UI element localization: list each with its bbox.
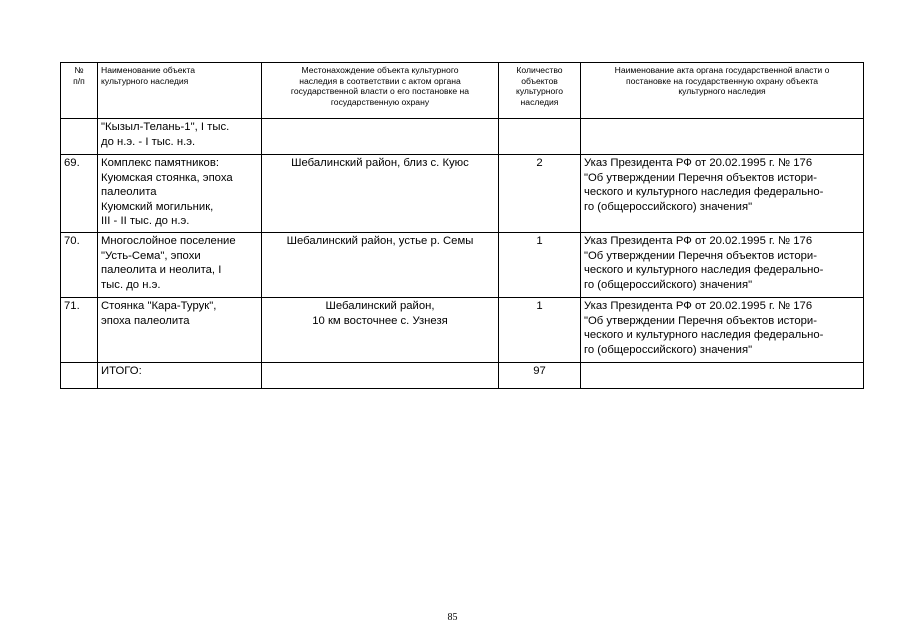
row-act-line: го (общероссийского) значения" [584,278,753,291]
header-location-line: Местонахождение объекта культурного [301,65,459,75]
row-act [581,233,864,298]
header-count-line: объектов [521,75,558,86]
row-count: 2 [499,155,581,233]
row-count: 1 [499,233,581,298]
row-act-line: го (общероссийского) значения" [584,200,753,213]
row-act-line: го (общероссийского) значения" [584,343,753,356]
row-location-line: 10 км восточнее с. Узнезя [312,314,448,327]
heritage-table [60,62,864,389]
header-count [499,63,581,119]
row-object-name [98,233,262,298]
row-name-line: тыс. до н.э. [101,278,161,291]
row-location [262,298,499,363]
row-name-line: Комплекс памятников: [101,157,219,169]
header-act-line: культурного наследия [678,86,766,97]
row-object-name [98,119,262,155]
page-number: 85 [447,612,458,623]
row-act-line: "Об утверждении Перечня объектов истори- [584,314,817,327]
header-act-line: Наименование акта органа государственной власти о [614,65,830,75]
table-header-row [61,63,864,119]
row-name-line: до н.э. - I тыс. н.э. [101,135,196,148]
row-number: 71. [61,298,98,363]
row-act-line: "Об утверждении Перечня объектов истори- [584,171,817,184]
header-count-line: наследия [520,96,559,107]
row-name-line: "Усть-Сема", эпохи [101,249,201,262]
row-name-line: Куюмский могильник, [101,200,214,213]
row-number: 70. [61,233,98,298]
row-act-line: ческого и культурного наследия федерально- [584,264,824,277]
header-count-line: культурного [515,86,564,97]
row-act-line: "Об утверждении Перечня объектов истори- [584,249,817,262]
total-label: ИТОГО: [98,363,262,389]
total-act [581,363,864,389]
row-name-line: палеолита и неолита, I [101,264,222,277]
row-count: 1 [499,298,581,363]
header-number-line: № [74,65,84,75]
row-location-line: Шебалинский район, близ с. Куюс [291,157,469,169]
table-row [61,233,864,298]
row-act-line: Указ Президента РФ от 20.02.1995 г. № 176 [584,235,813,247]
total-location [262,363,499,389]
row-object-name [98,298,262,363]
row-act-line: ческого и культурного наследия федерально- [584,186,824,199]
header-count-line: Количество [516,65,563,75]
header-name-line: культурного наследия [101,75,189,86]
row-name-line: Многослойное поселение [101,235,236,247]
row-act-line: Указ Президента РФ от 20.02.1995 г. № 176 [584,157,813,169]
header-number [61,63,98,119]
row-act [581,119,864,155]
header-location-line: государственной власти о его постановке на [290,86,470,97]
table-row [61,119,864,155]
header-location-line: государственную охрану [330,96,430,107]
total-count: 97 [499,363,581,389]
header-name-line: Наименование объекта [101,65,196,75]
row-act-line: Указ Президента РФ от 20.02.1995 г. № 176 [584,300,813,312]
row-name-line: эпоха палеолита [101,314,190,327]
row-number: 69. [61,155,98,233]
header-location [262,63,499,119]
row-number [61,119,98,155]
row-name-line: палеолита [101,186,157,199]
total-row [61,363,864,389]
header-act-line: постановке на государственную охрану объекта [625,75,819,86]
row-name-line: Стоянка "Кара-Турук", [101,300,217,312]
header-number-line: п/п [73,75,85,86]
table-row [61,298,864,363]
row-location [262,155,499,233]
row-location [262,233,499,298]
header-act [581,63,864,119]
row-location-line: Шебалинский район, устье р. Семы [286,235,474,247]
row-name-line: "Кызыл-Телань-1", I тыс. [101,121,230,133]
row-location-line: Шебалинский район, [325,300,435,312]
row-location [262,119,499,155]
header-object-name [98,63,262,119]
row-act-line: ческого и культурного наследия федерально- [584,329,824,342]
row-name-line: III - II тыс. до н.э. [101,215,190,228]
row-act [581,298,864,363]
row-count [499,119,581,155]
row-name-line: Куюмская стоянка, эпоха [101,171,233,184]
total-number [61,363,98,389]
table-row [61,155,864,233]
row-object-name [98,155,262,233]
header-location-line: наследия в соответствии с актом органа [299,75,461,86]
row-act [581,155,864,233]
